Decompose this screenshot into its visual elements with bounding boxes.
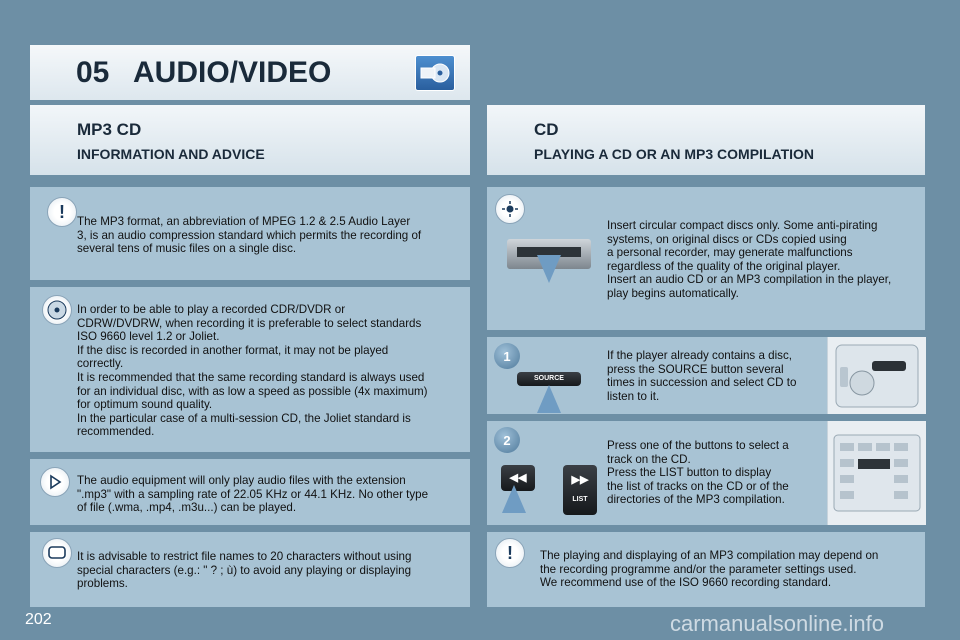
panel-text: The MP3 format, an abbreviation of MPEG 1.2 & 2.5 Audio Layer 3, is an audio compression standard which permits the recording of several tens of music files on a single disc. [77,215,422,256]
screen-icon [42,538,72,568]
section-title: CD [534,120,559,139]
section-title: MP3 CD [77,120,142,139]
radio-panel-image [827,337,926,414]
warning-icon: ! [47,197,77,227]
step-1-badge: 1 [494,343,520,369]
insert-arrow-icon [537,255,561,283]
info-panel-insert-cd [487,187,925,330]
light-icon [495,194,525,224]
play-icon [40,467,70,497]
panel-text: If the player already contains a disc, press the SOURCE button several times in succession and select CD to listen to it. [607,349,797,403]
audio-video-icon [415,55,455,91]
panel-text: In order to be able to play a recorded CDR/DVDR or CDRW/DVDRW, when recording it is preferable to select standards ISO 9660 level 1.2 or Joliet. If the disc is recorded in another format, it may not be played correctly. It is recommended that the same recording standard is always used for an individual disc, with as low a speed as possible (4x maximum) for optimum sound quality. In the particular case of a multi-session CD, the Joliet standard is recommended. [77,303,428,439]
info-panel-step-1 [487,337,925,414]
section-subtitle: PLAYING A CD OR AN MP3 COMPILATION [534,146,815,162]
info-panel-file-names [30,532,470,607]
chapter-number: 05 [76,56,110,89]
disc-icon [42,295,72,325]
mp3-cd-section-header [30,105,470,175]
chapter-header [30,45,470,100]
cd-section-header [487,105,925,175]
panel-text: Press one of the buttons to select a track on the CD. Press the LIST button to display the list of tracks on the CD or of the directories of the MP3 compilation. [607,439,789,507]
page-number: 202 [25,611,52,628]
info-panel-file-types [30,459,470,525]
source-button-image: SOURCE [517,372,581,386]
next-track-icon: ▶▶ [571,474,589,486]
panel-text: It is advisable to restrict file names to 20 characters without using special characters (e.g.: " ? ; ù) to avoid any playing or displaying problems. [77,550,412,591]
list-button-label: LIST [572,496,588,503]
panel-text: Insert circular compact discs only. Some anti-pirating systems, on original discs or CDs copied using a personal recorder, may generate malfunctions regardless of the quality of the original player. Insert an audio CD or an MP3 compilation in the player, play begins automatically. [607,219,892,300]
info-panel-mp3-format [30,187,470,280]
watermark: carmanualsonline.info [670,611,885,636]
panel-text: The playing and displaying of an MP3 compilation may depend on the recording programme and/or the parameter settings used. We recommend use of the ISO 9660 recording standard. [540,549,879,590]
chapter-title: AUDIO/VIDEO [133,56,332,89]
section-subtitle: INFORMATION AND ADVICE [77,146,265,162]
step-2-badge: 2 [494,427,520,453]
press-arrow-icon [502,485,526,513]
warning-icon: ! [495,538,525,568]
info-panel-recording-standard [30,287,470,452]
info-panel-step-2 [487,421,925,525]
next-track-button-image [563,465,597,515]
press-arrow-icon [537,385,561,413]
radio-buttons-image [827,421,926,525]
previous-track-button-icon: ◀◀ [501,465,535,491]
panel-text: The audio equipment will only play audio files with the extension ".mp3" with a sampling rate of 22.05 KHz or 44.1 KHz. No other type of file (.wma, .mp4, .m3u...) can be played. [77,474,429,515]
info-panel-note [487,532,925,607]
